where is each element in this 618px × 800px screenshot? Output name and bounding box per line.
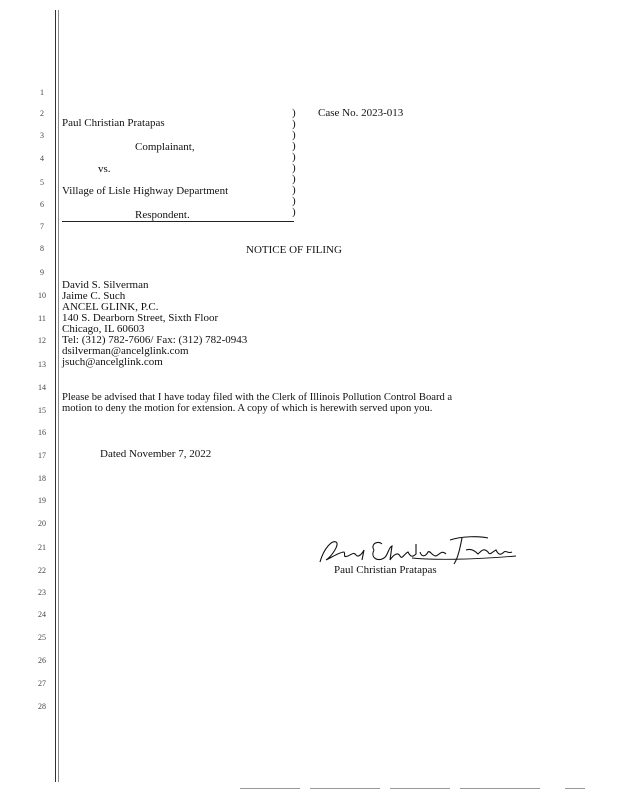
footer-mark	[240, 788, 300, 789]
footer-mark	[390, 788, 450, 789]
footer-mark	[565, 788, 585, 789]
service-line: ANCEL GLINK, P.C.	[62, 301, 159, 313]
service-email: dsilverman@ancelglink.com	[62, 345, 189, 357]
line-number: 13	[38, 360, 46, 369]
versus-label: vs.	[98, 163, 111, 175]
line-number: 10	[38, 291, 46, 300]
line-number: 20	[38, 519, 46, 528]
line-number: 26	[38, 656, 46, 665]
footer-mark	[460, 788, 540, 789]
caption-parenthesis-column: ) ) ) ) ) ) ) ) ) )	[292, 107, 296, 218]
line-number: 11	[38, 314, 46, 323]
line-number: 16	[38, 428, 46, 437]
left-margin-rule	[55, 10, 56, 782]
footer-mark	[310, 788, 380, 789]
line-number: 14	[38, 383, 46, 392]
respondent-name: Village of Lisle Highway Department	[62, 185, 229, 197]
line-number: 6	[40, 200, 44, 209]
service-email: jsuch@ancelglink.com	[62, 356, 163, 368]
line-number: 7	[40, 222, 44, 231]
notice-body-line: motion to deny the motion for extension. A copy of which is herewith served upon you.	[62, 403, 433, 414]
service-line: Jaime C. Such	[62, 290, 126, 302]
line-number: 3	[40, 131, 44, 140]
line-number: 9	[40, 268, 44, 277]
service-line: David S. Silverman	[62, 279, 149, 291]
line-number: 19	[38, 496, 46, 505]
service-line: Tel: (312) 782-7606/ Fax: (312) 782-0943	[62, 334, 248, 346]
line-number: 5	[40, 178, 44, 187]
line-number: 12	[38, 336, 46, 345]
line-number: 28	[38, 702, 46, 711]
respondent-role: Respondent.	[135, 209, 190, 221]
notice-body-line: Please be advised that I have today filed with the Clerk of Illinois Pollution Control Board a	[62, 392, 453, 403]
line-number: 4	[40, 154, 44, 163]
service-line: 140 S. Dearborn Street, Sixth Floor	[62, 312, 219, 324]
line-number: 17	[38, 451, 46, 460]
complainant-role: Complainant,	[135, 141, 195, 153]
caption-underline	[62, 221, 294, 222]
line-number: 25	[38, 633, 46, 642]
line-number: 21	[38, 543, 46, 552]
line-number: 2	[40, 109, 44, 118]
document-title: NOTICE OF FILING	[246, 244, 342, 256]
signer-printed-name: Paul Christian Pratapas	[334, 564, 437, 576]
date-line: Dated November 7, 2022	[100, 448, 212, 460]
line-number: 15	[38, 406, 46, 415]
line-number: 18	[38, 474, 46, 483]
case-number: Case No. 2023-013	[318, 107, 404, 119]
line-number: 8	[40, 244, 44, 253]
line-number: 27	[38, 679, 46, 688]
line-number: 1	[40, 88, 44, 97]
line-number: 23	[38, 588, 46, 597]
left-margin-rule-inner	[58, 10, 59, 782]
line-number: 24	[38, 610, 46, 619]
complainant-name: Paul Christian Pratapas	[62, 117, 165, 129]
service-line: Chicago, IL 60603	[62, 323, 145, 335]
line-number: 22	[38, 566, 46, 575]
